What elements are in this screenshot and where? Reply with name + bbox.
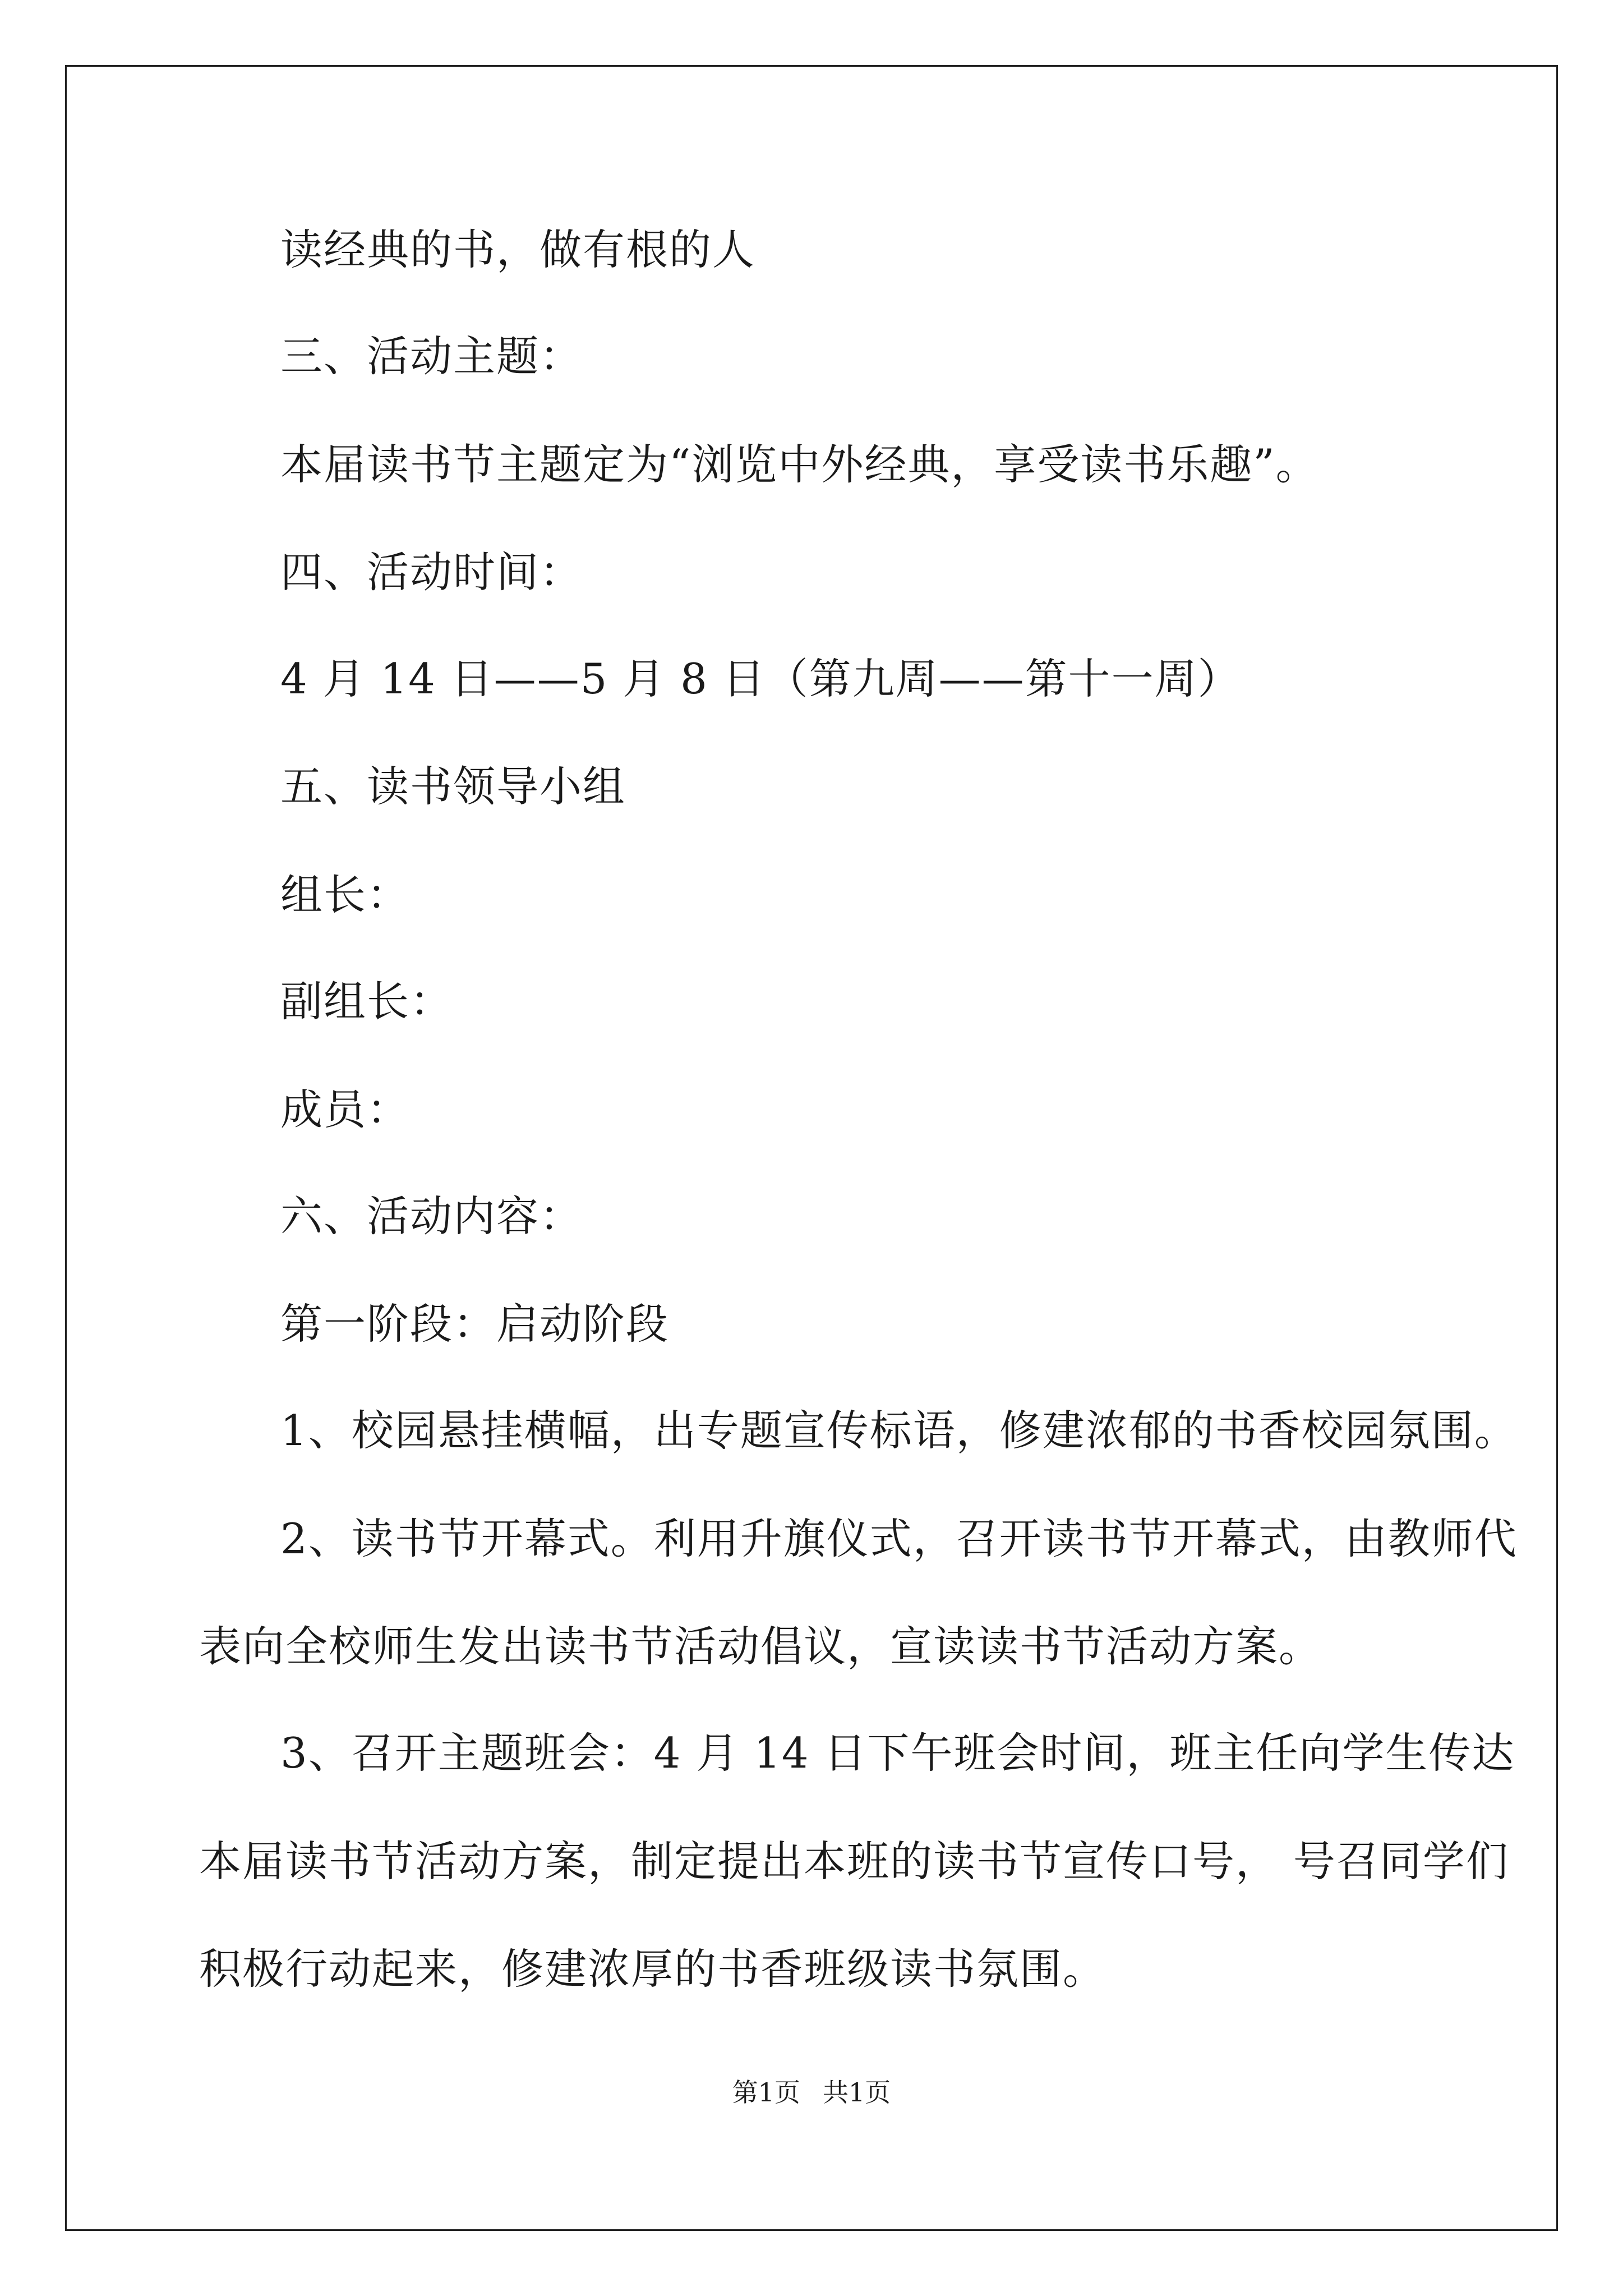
text-line: 读经典的书，做有根的人 <box>280 225 756 274</box>
text-line: 本届读书节主题定为“浏览中外经典，享受读书乐趣”。 <box>280 440 1319 489</box>
text-line: 副组长： <box>280 977 454 1026</box>
text-line: 成员： <box>280 1085 411 1134</box>
page-number-current: 第1页 <box>732 2077 800 2108</box>
text-line: 组长： <box>280 870 411 919</box>
section-heading-time: 四、活动时间： <box>280 547 583 597</box>
text-line: 第一阶段：启动阶段 <box>280 1299 670 1349</box>
text-line: 本届读书节活动方案，制定提出本班的读书节宣传口号， 号召同学们 <box>199 1837 1509 1886</box>
text-line: 2、读书节开幕式。利用升旗仪式，召开读书节开幕式，由教师代 <box>280 1514 1518 1563</box>
section-heading-leadership: 五、读书领导小组 <box>280 762 626 811</box>
text-line: 积极行动起来，修建浓厚的书香班级读书氛围。 <box>199 1944 1106 1994</box>
text-line: 1、校园悬挂横幅，出专题宣传标语，修建浓郁的书香校园氛围。 <box>280 1406 1518 1455</box>
section-heading-content: 六、活动内容： <box>280 1191 583 1241</box>
text-line: 表向全校师生发出读书节活动倡议，宣读读书节活动方案。 <box>199 1622 1322 1671</box>
page-border <box>65 65 1558 2231</box>
page-footer <box>0 2076 1623 2109</box>
text-line: 4 月 14 日——5 月 8 日（第九周——第十一周） <box>280 654 1241 703</box>
text-line: 3、召开主题班会：4 月 14 日下午班会时间，班主任向学生传达 <box>280 1728 1515 1778</box>
page-number-total: 共1页 <box>823 2077 891 2108</box>
section-heading-theme: 三、活动主题： <box>280 332 583 381</box>
